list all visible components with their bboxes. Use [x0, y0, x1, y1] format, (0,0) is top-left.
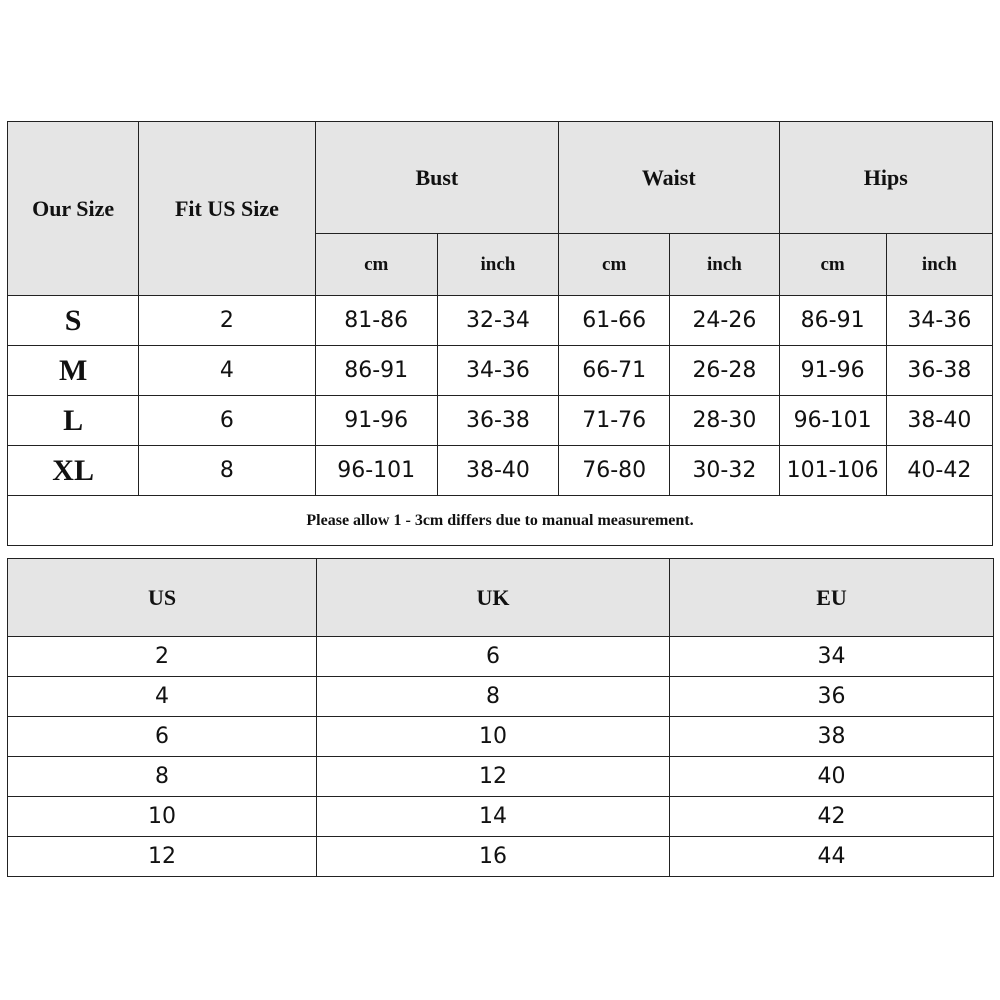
waist-cm-cell: 66-71 — [559, 346, 670, 396]
table-row — [8, 797, 994, 837]
table-row — [8, 757, 994, 797]
table-row — [8, 396, 993, 446]
fit-us-size-header: Fit US Size — [139, 122, 315, 296]
table-row — [8, 637, 994, 677]
us-cell: 10 — [8, 797, 317, 837]
hips-cm-header: cm — [779, 234, 886, 296]
hips-inch-cell: 40-42 — [886, 446, 992, 496]
hips-header: Hips — [779, 122, 992, 234]
hips-inch-cell: 38-40 — [886, 396, 992, 446]
uk-cell: 10 — [317, 717, 670, 757]
waist-inch-cell: 28-30 — [670, 396, 779, 446]
us-cell: 2 — [8, 637, 317, 677]
hips-cm-cell: 86-91 — [779, 296, 886, 346]
waist-inch-cell: 26-28 — [670, 346, 779, 396]
fit-us-size-cell: 4 — [139, 346, 315, 396]
hips-inch-cell: 36-38 — [886, 346, 992, 396]
us-header: US — [8, 559, 317, 637]
eu-cell: 38 — [670, 717, 994, 757]
table-row — [8, 296, 993, 346]
bust-inch-cell: 36-38 — [437, 396, 558, 446]
waist-cm-cell: 61-66 — [559, 296, 670, 346]
size-header-row — [8, 122, 993, 234]
waist-inch-header: inch — [670, 234, 779, 296]
bust-cm-cell: 96-101 — [315, 446, 437, 496]
uk-cell: 6 — [317, 637, 670, 677]
size-chart-table — [7, 121, 993, 546]
waist-inch-cell: 30-32 — [670, 446, 779, 496]
uk-cell: 16 — [317, 837, 670, 877]
hips-cm-cell: 101-106 — [779, 446, 886, 496]
bust-inch-cell: 34-36 — [437, 346, 558, 396]
table-row — [8, 346, 993, 396]
table-row — [8, 446, 993, 496]
size-conversion-table — [7, 558, 994, 877]
eu-cell: 42 — [670, 797, 994, 837]
table-row — [8, 677, 994, 717]
eu-cell: 40 — [670, 757, 994, 797]
bust-inch-cell: 38-40 — [437, 446, 558, 496]
our-size-header: Our Size — [8, 122, 139, 296]
our-size-cell: XL — [8, 446, 139, 496]
eu-cell: 34 — [670, 637, 994, 677]
hips-cm-cell: 96-101 — [779, 396, 886, 446]
hips-cm-cell: 91-96 — [779, 346, 886, 396]
hips-inch-cell: 34-36 — [886, 296, 992, 346]
table-row — [8, 837, 994, 877]
our-size-cell: S — [8, 296, 139, 346]
hips-inch-header: inch — [886, 234, 992, 296]
measurement-note: Please allow 1 - 3cm differs due to manual measurement. — [8, 496, 993, 546]
fit-us-size-cell: 2 — [139, 296, 315, 346]
eu-cell: 44 — [670, 837, 994, 877]
our-size-cell: L — [8, 396, 139, 446]
bust-cm-cell: 91-96 — [315, 396, 437, 446]
bust-inch-header: inch — [437, 234, 558, 296]
bust-cm-cell: 86-91 — [315, 346, 437, 396]
uk-cell: 12 — [317, 757, 670, 797]
us-cell: 8 — [8, 757, 317, 797]
bust-inch-cell: 32-34 — [437, 296, 558, 346]
us-cell: 6 — [8, 717, 317, 757]
note-row — [8, 496, 993, 546]
bust-cm-cell: 81-86 — [315, 296, 437, 346]
fit-us-size-cell: 6 — [139, 396, 315, 446]
bust-cm-header: cm — [315, 234, 437, 296]
table-row — [8, 717, 994, 757]
eu-header: EU — [670, 559, 994, 637]
waist-cm-cell: 76-80 — [559, 446, 670, 496]
waist-cm-header: cm — [559, 234, 670, 296]
our-size-cell: M — [8, 346, 139, 396]
uk-header: UK — [317, 559, 670, 637]
uk-cell: 8 — [317, 677, 670, 717]
waist-cm-cell: 71-76 — [559, 396, 670, 446]
waist-header: Waist — [559, 122, 779, 234]
us-cell: 4 — [8, 677, 317, 717]
us-cell: 12 — [8, 837, 317, 877]
conversion-header-row — [8, 559, 994, 637]
bust-header: Bust — [315, 122, 558, 234]
eu-cell: 36 — [670, 677, 994, 717]
waist-inch-cell: 24-26 — [670, 296, 779, 346]
uk-cell: 14 — [317, 797, 670, 837]
fit-us-size-cell: 8 — [139, 446, 315, 496]
